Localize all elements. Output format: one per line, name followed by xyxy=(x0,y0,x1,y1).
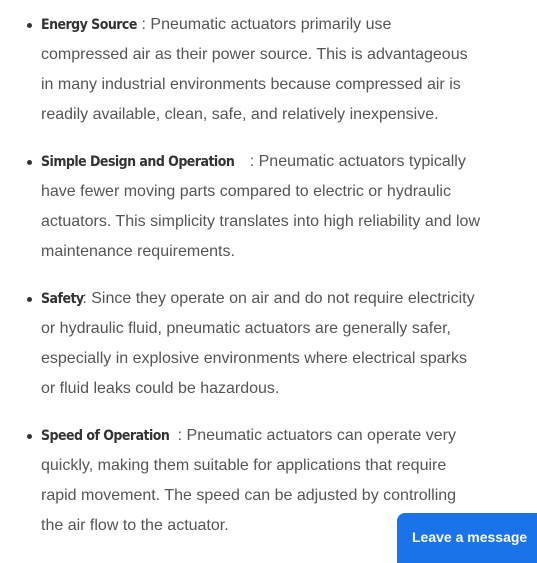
term-label: Safety xyxy=(41,291,84,307)
term-description: : Since they operate on air and do not require electricity or hydraulic fluid, pneumatic actuators are generally safer, especially in explosive environments where electrical sparks or fluid leaks could be hazardous. xyxy=(41,290,475,397)
list-item-safety xyxy=(41,284,481,404)
list-item-simple-design xyxy=(41,147,481,267)
feature-list xyxy=(0,10,481,558)
leave-message-button[interactable]: Leave a message xyxy=(397,513,537,563)
list-item-energy-source xyxy=(41,10,481,130)
term-description: : Pneumatic actuators typically have fewer moving parts compared to electric or hydraulic actuators. This simplicity translates into high reliability and low maintenance requirements. xyxy=(41,153,481,260)
term-description: : Pneumatic actuators can operate very quickly, making them suitable for applications that require rapid movement. The speed can be adjusted by controlling the air flow to the actuator. xyxy=(41,427,457,534)
term-label: Simple Design and Operation xyxy=(41,154,235,170)
term-label: Energy Source xyxy=(41,17,137,33)
term-label: Speed of Operation xyxy=(41,428,170,444)
term-description: : Pneumatic actuators primarily use compressed air as their power source. This is advantageous in many industrial environments because compressed air is readily available, clean, safe, and relatively inexpensive. xyxy=(41,16,468,123)
